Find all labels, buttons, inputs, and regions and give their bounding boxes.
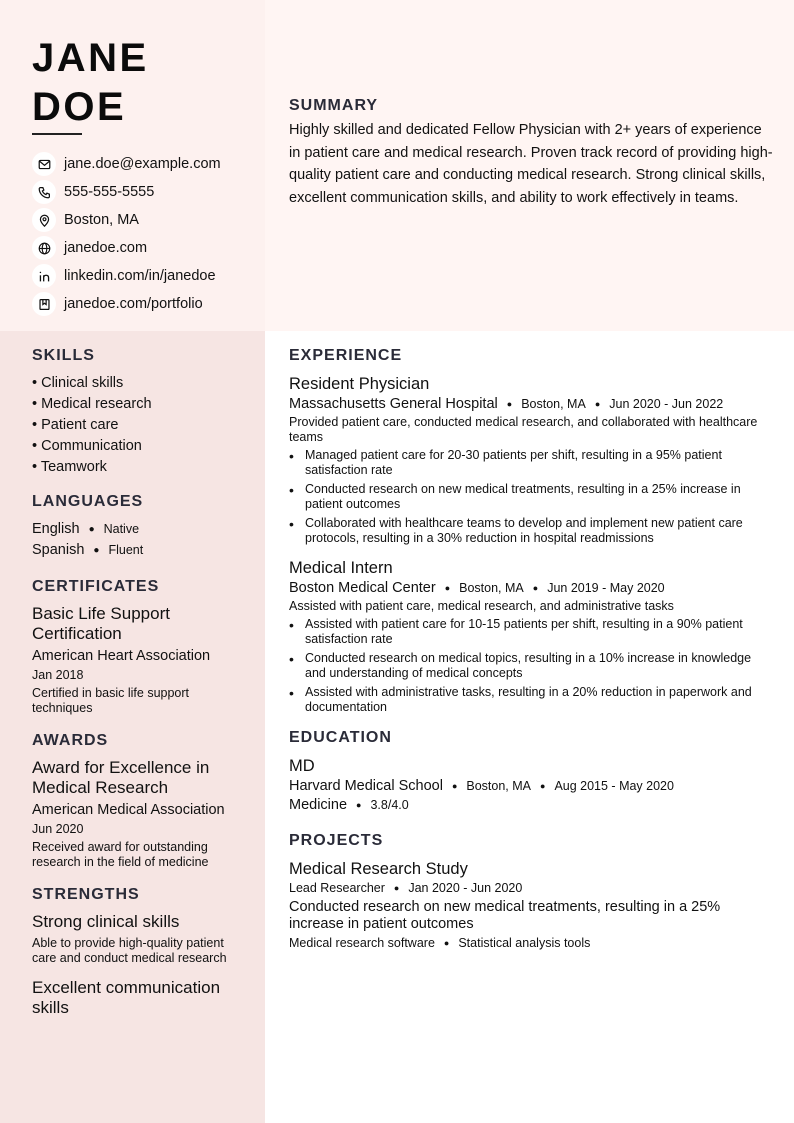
- job-bullets: [289, 448, 774, 546]
- job-bullet: • Assisted with administrative tasks, resulting in a 20% reduction in paperwork and documentation: [289, 685, 774, 715]
- education-location: Boston, MA: [466, 779, 531, 793]
- education-gpa: 3.8/4.0: [370, 798, 409, 812]
- job-item: [289, 374, 774, 546]
- separator-dot: ●: [532, 583, 539, 593]
- language-item: [32, 519, 244, 540]
- main-content: [289, 347, 774, 950]
- globe-icon: [32, 236, 56, 260]
- project-tools: [289, 936, 774, 950]
- job-dates: Jun 2020 - Jun 2022: [609, 397, 724, 411]
- skill-item: • Medical research: [32, 396, 152, 412]
- summary-heading: SUMMARY: [289, 97, 379, 114]
- education-section: [289, 729, 774, 813]
- strengths-heading: STRENGTHS: [32, 886, 140, 903]
- skill-item: • Clinical skills: [32, 375, 124, 391]
- job-meta: [289, 396, 774, 412]
- education-field: Medicine: [289, 797, 348, 813]
- contact-linkedin-text: linkedin.com/in/janedoe: [64, 268, 216, 284]
- separator-dot: ●: [393, 883, 400, 893]
- language-item: [32, 540, 244, 561]
- job-bullet: • Conducted research on medical topics, resulting in a 10% increase in knowledge and understanding of medical concepts: [289, 651, 774, 681]
- project-role: Lead Researcher: [289, 881, 385, 895]
- portfolio-icon: [32, 292, 56, 316]
- awards-section: [32, 732, 244, 870]
- separator-dot: ●: [356, 800, 362, 810]
- job-bullet: • Managed patient care for 20-30 patients per shift, resulting in a 95% patient satisfaction rate: [289, 448, 774, 478]
- experience-heading: EXPERIENCE: [289, 347, 403, 364]
- award-title: Award for Excellence in Medical Research: [32, 758, 210, 797]
- contact-location-text: Boston, MA: [64, 212, 139, 228]
- skill-item: • Teamwork: [32, 459, 107, 475]
- languages-section: [32, 493, 244, 561]
- contact-phone-text: 555-555-5555: [64, 184, 155, 200]
- language-name: Spanish: [32, 542, 85, 558]
- job-title: Resident Physician: [289, 375, 430, 393]
- job-bullet: • Conducted research on new medical treatments, resulting in a 25% increase in patient outcomes: [289, 482, 774, 512]
- separator-dot: ●: [444, 583, 451, 593]
- education-field-row: [289, 797, 774, 813]
- contact-linkedin[interactable]: [32, 262, 221, 290]
- job-location: Boston, MA: [521, 397, 586, 411]
- separator-dot: ●: [451, 781, 458, 791]
- project-dates: Jan 2020 - Jun 2020: [408, 881, 523, 895]
- language-level: Fluent: [108, 543, 144, 557]
- projects-section: [289, 832, 774, 950]
- education-meta: [289, 778, 774, 794]
- candidate-name: [32, 34, 149, 132]
- award-date: Jun 2020: [32, 822, 84, 836]
- certificate-desc: Certified in basic life support techniques: [32, 686, 190, 715]
- separator-dot: ●: [443, 938, 450, 948]
- contact-location: [32, 206, 221, 234]
- strength-item: [32, 912, 244, 966]
- contact-portfolio[interactable]: [32, 290, 221, 318]
- contact-phone[interactable]: [32, 178, 221, 206]
- project-item: [289, 859, 774, 950]
- skills-section: [32, 347, 244, 478]
- language-name: English: [32, 521, 80, 537]
- project-meta: [289, 881, 774, 895]
- job-item: [289, 558, 774, 715]
- experience-section: [289, 347, 774, 715]
- mail-icon: [32, 152, 56, 176]
- certificate-title: Basic Life Support Certification: [32, 604, 170, 643]
- project-desc: Conducted research on new medical treatments, resulting in a 25% increase in patient outcomes: [289, 899, 721, 932]
- strength-title: Strong clinical skills: [32, 912, 180, 931]
- certificate-org: American Heart Association: [32, 648, 211, 664]
- job-title: Medical Intern: [289, 559, 393, 577]
- award-org: American Medical Association: [32, 802, 225, 818]
- contact-website[interactable]: [32, 234, 221, 262]
- summary-text: Highly skilled and dedicated Fellow Physician with 2+ years of experience in patient care and medical research. Proven track record of providing high-quality patient care and conducting medical research. Strong clinical skills, excellent communication skills, and ability to work effectively in teams.: [289, 122, 773, 207]
- contact-portfolio-text: janedoe.com/portfolio: [64, 296, 203, 312]
- separator-dot: ●: [594, 399, 601, 409]
- separator-dot: ●: [540, 781, 546, 791]
- phone-icon: [32, 180, 56, 204]
- certificate-item: [32, 604, 244, 716]
- certificate-date: Jan 2018: [32, 668, 84, 682]
- projects-heading: PROJECTS: [289, 832, 384, 849]
- education-dates: Aug 2015 - May 2020: [554, 779, 674, 793]
- summary-section: [289, 97, 774, 210]
- strength-item: [32, 978, 244, 1018]
- job-dates: Jun 2019 - May 2020: [547, 581, 665, 595]
- skills-heading: SKILLS: [32, 347, 95, 364]
- strengths-section: [32, 886, 244, 1018]
- job-meta: [289, 580, 774, 596]
- job-bullet: • Assisted with patient care for 10-15 patients per shift, resulting in a 90% patient satisfaction rate: [289, 617, 774, 647]
- location-icon: [32, 208, 56, 232]
- separator-dot: ●: [506, 399, 513, 409]
- job-org: Massachusetts General Hospital: [289, 396, 498, 412]
- contact-email[interactable]: [32, 150, 221, 178]
- awards-heading: AWARDS: [32, 732, 109, 749]
- first-name: JANE: [32, 36, 149, 80]
- certificates-heading: CERTIFICATES: [32, 578, 160, 595]
- separator-dot: ●: [93, 545, 100, 556]
- award-desc: Received award for outstanding research in the field of medicine: [32, 840, 209, 869]
- certificates-section: [32, 578, 244, 716]
- languages-heading: LANGUAGES: [32, 493, 144, 510]
- last-name: DOE: [32, 85, 127, 129]
- contact-website-text: janedoe.com: [64, 240, 148, 256]
- project-title: Medical Research Study: [289, 860, 468, 878]
- skill-item: • Communication: [32, 438, 142, 454]
- name-divider: [32, 133, 82, 135]
- strength-desc: Able to provide high-quality patient care and conduct medical research: [32, 936, 227, 965]
- job-desc: Provided patient care, conducted medical research, and collaborated with healthcare teams: [289, 415, 758, 444]
- language-level: Native: [103, 522, 140, 536]
- sidebar-content: [32, 347, 244, 1018]
- job-location: Boston, MA: [459, 581, 524, 595]
- education-heading: EDUCATION: [289, 729, 392, 746]
- contact-list: [32, 150, 221, 318]
- education-school: Harvard Medical School: [289, 778, 443, 794]
- project-tool: Medical research software: [289, 936, 435, 950]
- award-item: [32, 758, 244, 870]
- job-bullet: • Collaborated with healthcare teams to develop and implement new patient care protocols, resulting in a 30% reduction in hospital readmissions: [289, 516, 774, 546]
- linkedin-icon: [32, 264, 56, 288]
- job-bullets: [289, 617, 774, 715]
- skill-item: • Patient care: [32, 417, 119, 433]
- job-org: Boston Medical Center: [289, 580, 436, 596]
- job-desc: Assisted with patient care, medical research, and administrative tasks: [289, 599, 674, 613]
- strength-title: Excellent communication skills: [32, 978, 221, 1017]
- separator-dot: ●: [88, 524, 95, 535]
- contact-email-text: jane.doe@example.com: [64, 156, 221, 172]
- education-degree: MD: [289, 757, 315, 775]
- project-tool: Statistical analysis tools: [458, 936, 591, 950]
